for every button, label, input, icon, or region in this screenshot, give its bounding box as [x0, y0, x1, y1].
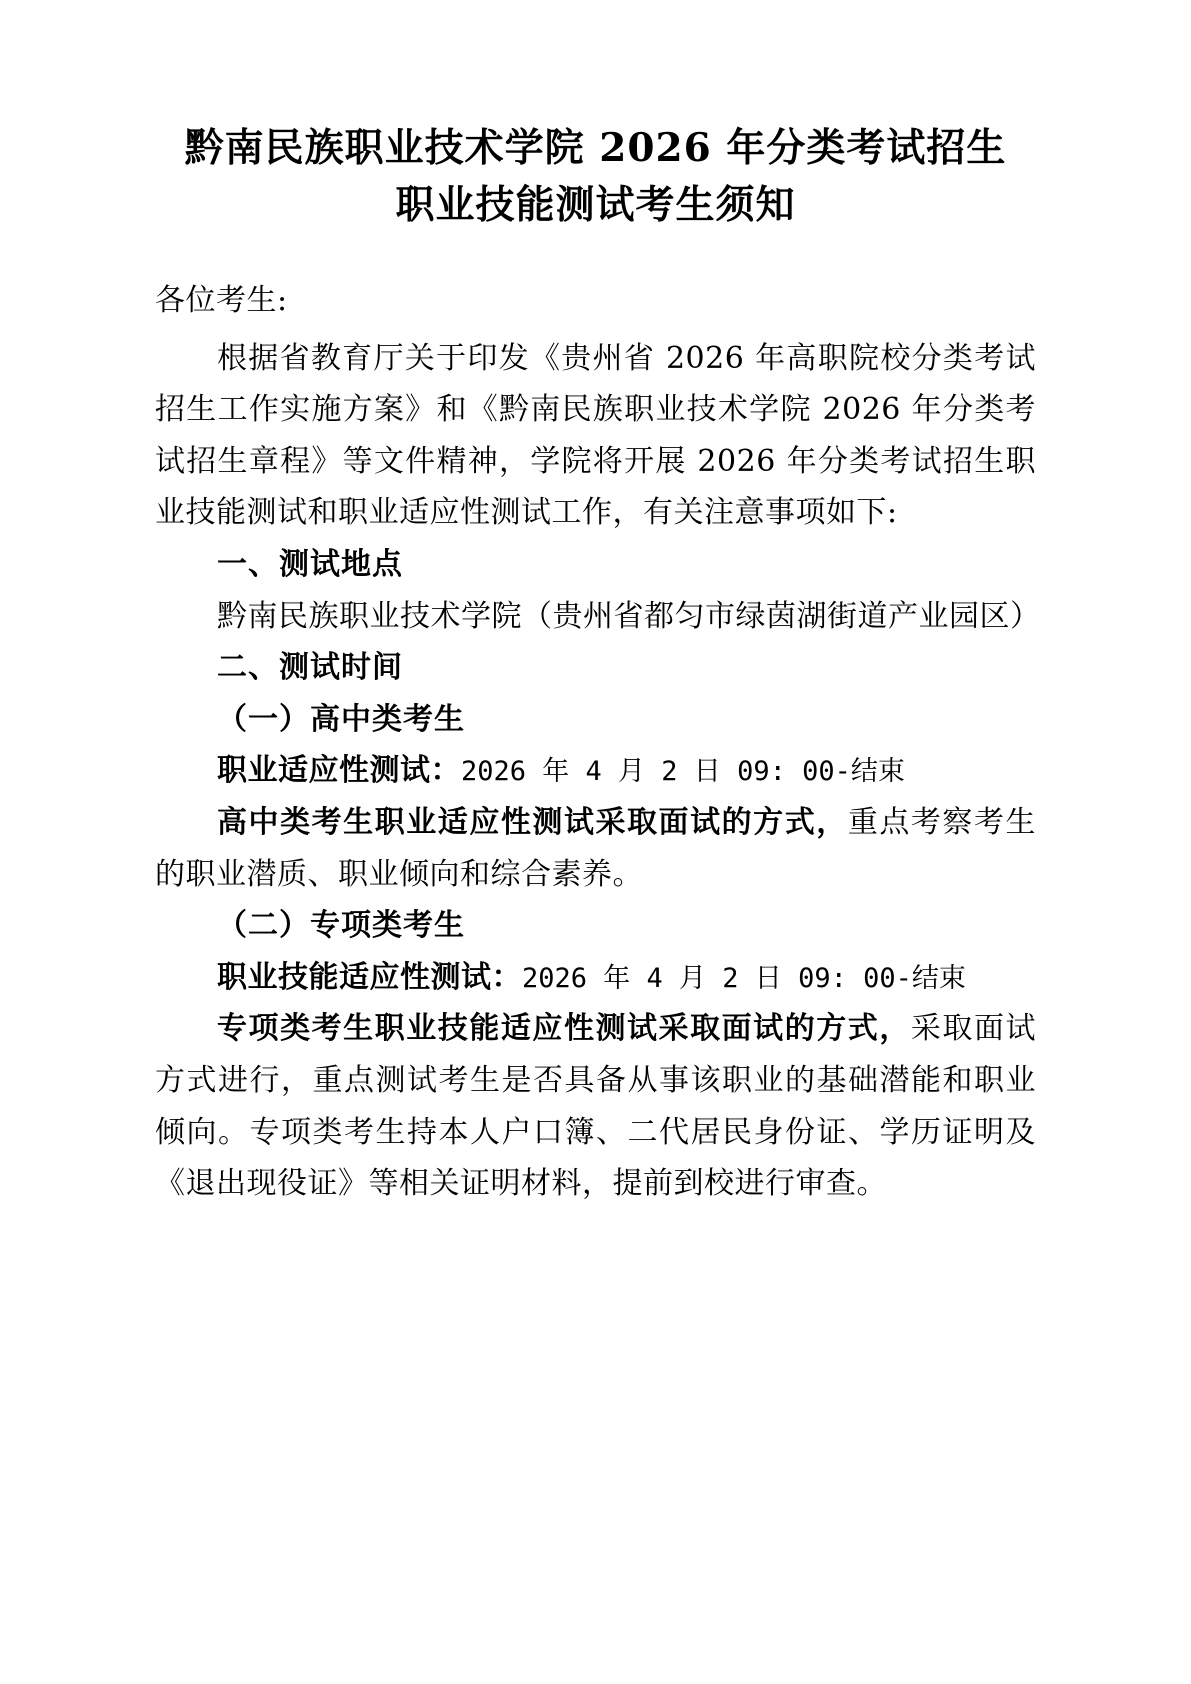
subsection-2-test-label: 职业技能适应性测试： [217, 959, 522, 995]
subsection-2-test-value: 2026 年 4 月 2 日 09: 00-结束 [522, 962, 966, 994]
subsection-2-note-bold: 专项类考生职业技能适应性测试采取面试的方式， [217, 1011, 911, 1047]
section-2-heading: 二、测试时间 [217, 650, 403, 686]
subsection-1-note-bold: 高中类考生职业适应性测试采取面试的方式， [217, 805, 848, 841]
title-line-2: 职业技能测试考生须知 [395, 181, 796, 228]
subsection-1-note-rest: 重点考察考生的职业潜质、职业倾向和综合素养。 [155, 805, 1037, 892]
salutation: 各位考生: [155, 283, 288, 319]
subsection-1-heading: （一）高中类考生 [217, 701, 465, 737]
subsection-1-test-value: 2026 年 4 月 2 日 09: 00-结束 [461, 756, 905, 788]
subsection-2-test-time [155, 952, 1036, 1004]
section-1-heading: 一、测试地点 [217, 547, 403, 583]
subsection-1-test-label: 职业适应性测试： [217, 753, 461, 789]
page-title [155, 120, 1036, 233]
subsection-2-note [155, 1003, 1036, 1209]
subsection-2-heading: （二）专项类考生 [217, 908, 465, 944]
intro-paragraph: 根据省教育厅关于印发《贵州省 2026 年高职院校分类考试招生工作实施方案》和《黔南民族职业技术学院 2026 年分类考试招生章程》等文件精神，学院将开展 2026 年分类考试招生职业技能测试和职业适应性测试工作，有关注意事项如下: [155, 340, 1036, 531]
title-line-1: 黔南民族职业技术学院 2026 年分类考试招生 [184, 125, 1007, 171]
subsection-1-test-time [155, 745, 1036, 797]
subsection-2-note-rest: 采取面试方式进行，重点测试考生是否具备从事该职业的基础潜能和职业倾向。专项类考生持本人户口簿、二代居民身份证、学历证明及《退出现役证》等相关证明材料，提前到校进行审查。 [155, 1011, 1037, 1202]
section-1-body: 黔南民族职业技术学院（贵州省都匀市绿茵湖街道产业园区） [217, 598, 1041, 634]
subsection-1-note [155, 797, 1036, 900]
